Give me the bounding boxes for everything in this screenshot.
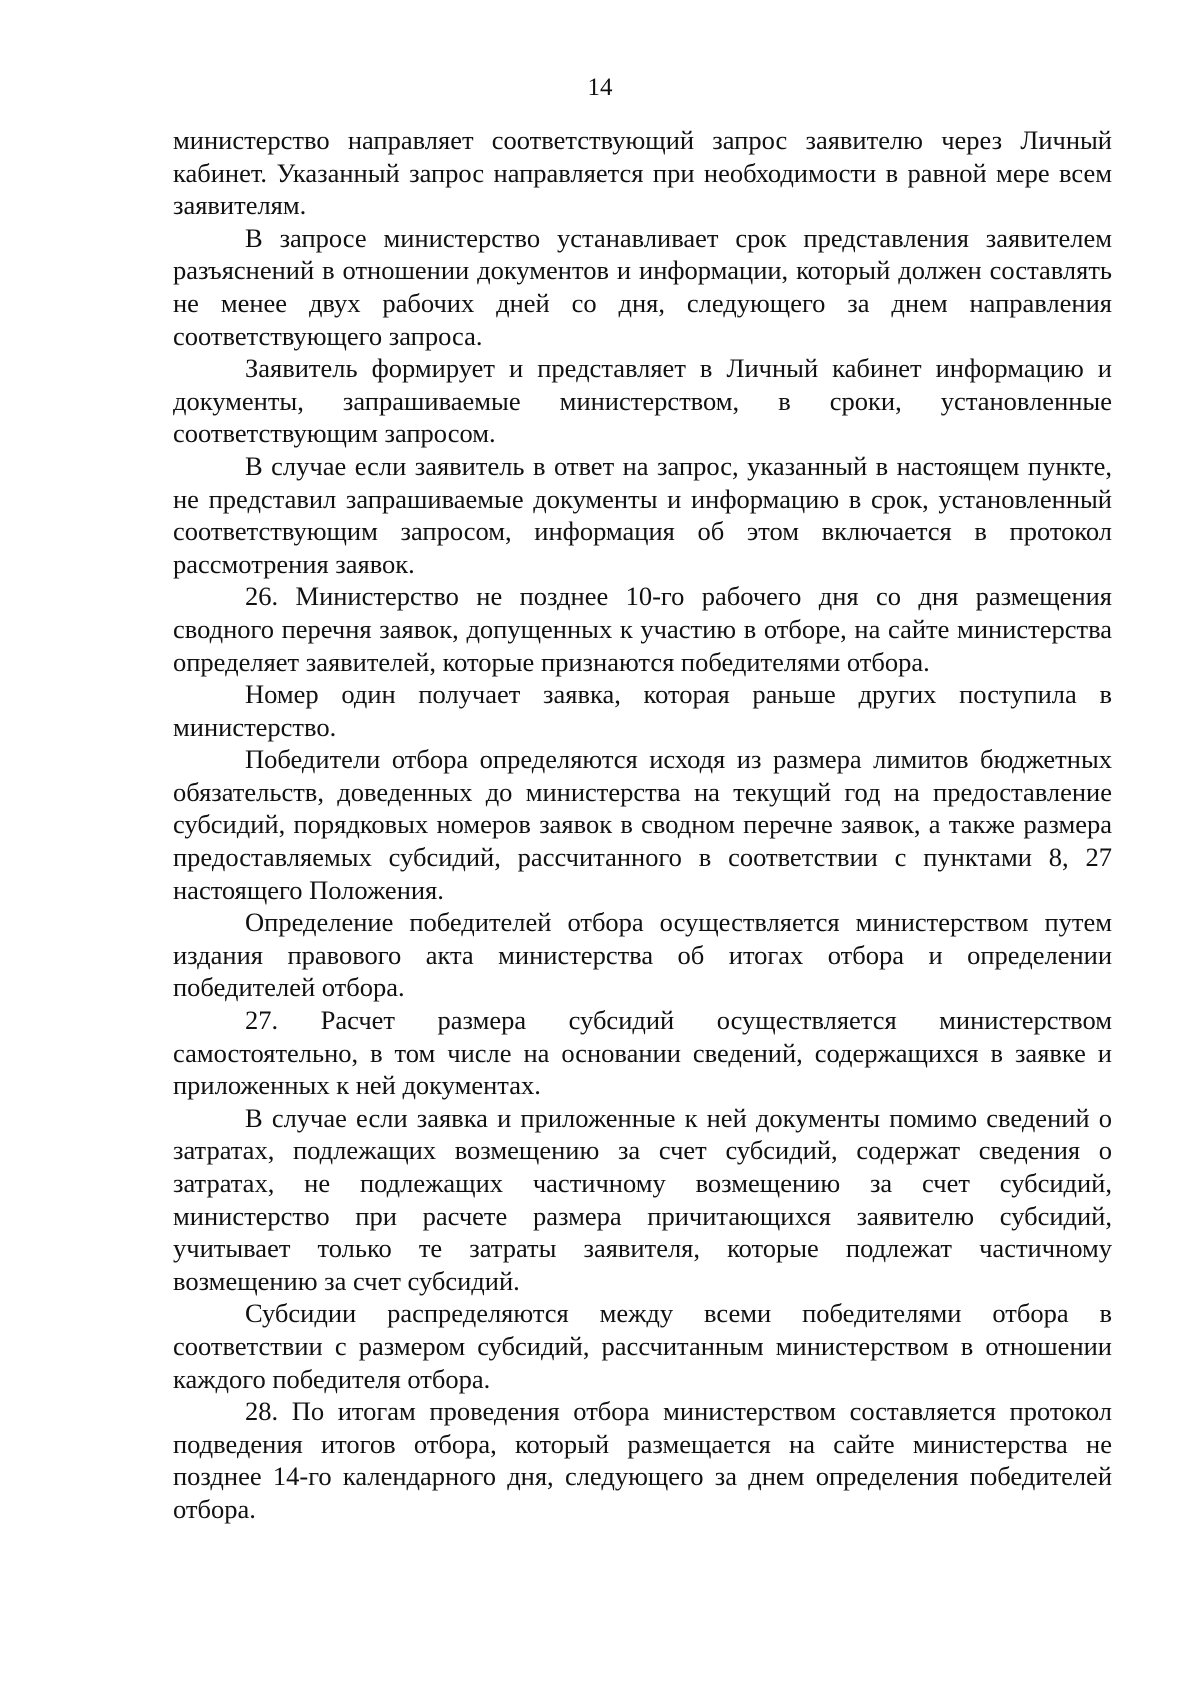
paragraph-clause-28: 28. По итогам проведения отбора министерством составляется протокол подведения итогов отбора, который размещается на сайте министерства не позднее 14-го календарного дня, следующего за днем определения победителей отбора.	[173, 1396, 1112, 1524]
paragraph-clause-27: 27. Расчет размера субсидий осуществляется министерством самостоятельно, в том числе на основании сведений, содержащихся в заявке и приложенных к ней документах.	[173, 1005, 1112, 1101]
paragraph-winners-legal-act: Определение победителей отбора осуществляется министерством путем издания правового акта министерства об итогах отбора и определении победителей отбора.	[173, 907, 1112, 1003]
paragraph-applicant-submits: Заявитель формирует и представляет в Личный кабинет информацию и документы, запрашиваемые министерством, в сроки, установленные соответствующим запросом.	[173, 353, 1112, 449]
document-body	[173, 124, 1112, 1526]
page-number: 14	[587, 74, 613, 101]
paragraph-costs-calculation: В случае если заявка и приложенные к ней документы помимо сведений о затратах, подлежащих возмещению за счет субсидий, содержат сведения о затратах, не подлежащих частичному возмещению за счет субсидий, министерство при расчете размера причитающихся заявителю субсидий, учитывает только те затраты заявителя, которые подлежат частичному возмещению за счет субсидий.	[173, 1102, 1112, 1296]
paragraph-request-deadline: В запросе министерство устанавливает срок представления заявителем разъяснений в отношении документов и информации, который должен составлять не менее двух рабочих дней со дня, следующего за днем направления соответствующего запроса.	[173, 222, 1112, 351]
paragraph-continuation: министерство направляет соответствующий запрос заявителю через Личный кабинет. Указанный запрос направляется при необходимости в равной мере всем заявителям.	[173, 125, 1112, 221]
paragraph-clause-26: 26. Министерство не позднее 10-го рабочего дня со дня размещения сводного перечня заявок, допущенных к участию в отборе, на сайте министерства определяет заявителей, которые признаются победителями отбора.	[173, 581, 1112, 677]
paragraph-winners-determined: Победители отбора определяются исходя из размера лимитов бюджетных обязательств, доведенных до министерства на текущий год на предоставление субсидий, порядковых номеров заявок в сводном перечне заявок, а также размера предоставляемых субсидий, рассчитанного в соответствии с пунктами 8, 27 настоящего Положения.	[173, 744, 1112, 905]
paragraph-number-one: Номер один получает заявка, которая раньше других поступила в министерство.	[173, 679, 1112, 742]
paragraph-not-submitted: В случае если заявитель в ответ на запрос, указанный в настоящем пункте, не представил запрашиваемые документы и информацию в срок, установленный соответствующим запросом, информация об этом включается в протокол рассмотрения заявок.	[173, 450, 1112, 579]
paragraph-subsidy-distribution: Субсидии распределяются между всеми победителями отбора в соответствии с размером субсидий, рассчитанным министерством в отношении каждого победителя отбора.	[173, 1298, 1112, 1394]
